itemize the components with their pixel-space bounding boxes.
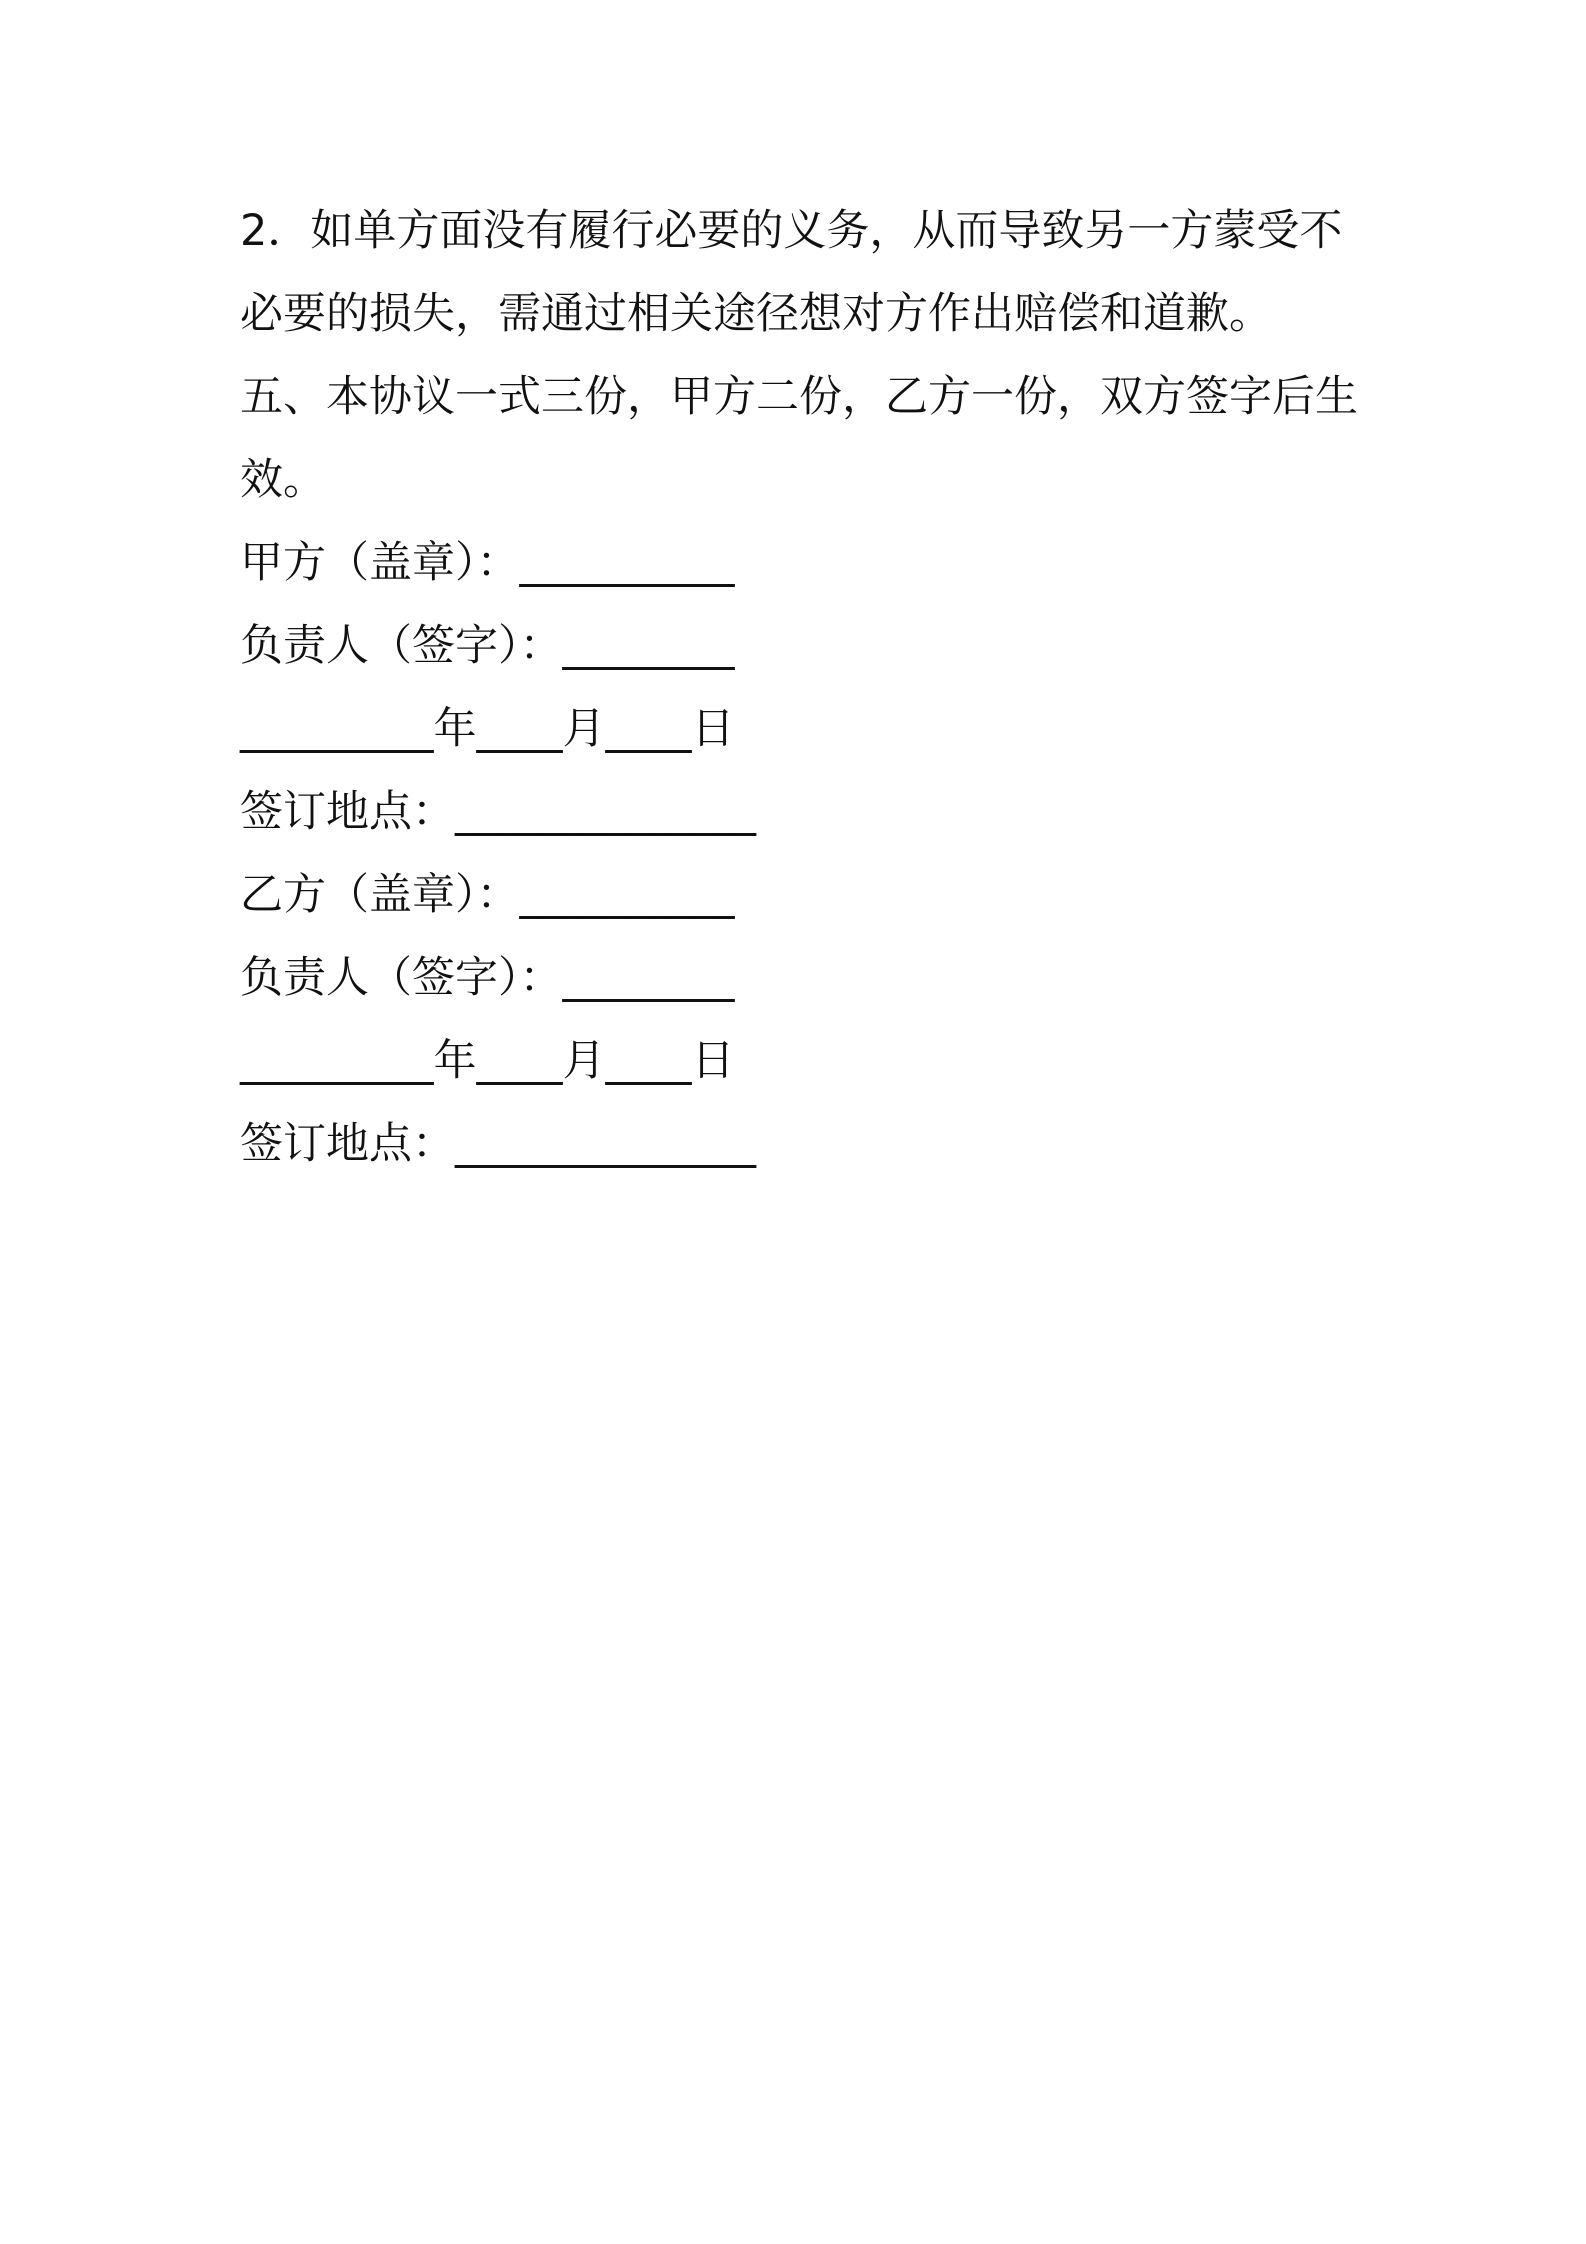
party-a-date-field: _________年____月____日 [240,704,735,754]
document-body [240,190,1360,1186]
party-b-location-field: 签订地点：______________ [240,1119,756,1169]
party-a-signatory-field: 负责人（签字）：________ [240,621,735,671]
party-a-seal-field: 甲方（盖章）：__________ [240,538,735,588]
clause-5-line-1: 五、本协议一式三份，甲方二份，乙方一份，双方签字后生 [240,372,1358,422]
clause-2-line-2: 必要的损失，需通过相关途径想对方作出赔偿和道歉。 [240,289,1272,339]
party-a-location-field: 签订地点：______________ [240,787,756,837]
clause-2-line-1: 2．如单方面没有履行必要的义务，从而导致另一方蒙受不 [240,206,1343,256]
party-b-date-field: _________年____月____日 [240,1036,735,1086]
clause-5-line-2: 效。 [240,455,326,505]
party-b-signatory-field: 负责人（签字）：________ [240,953,735,1003]
party-b-seal-field: 乙方（盖章）：__________ [240,870,735,920]
